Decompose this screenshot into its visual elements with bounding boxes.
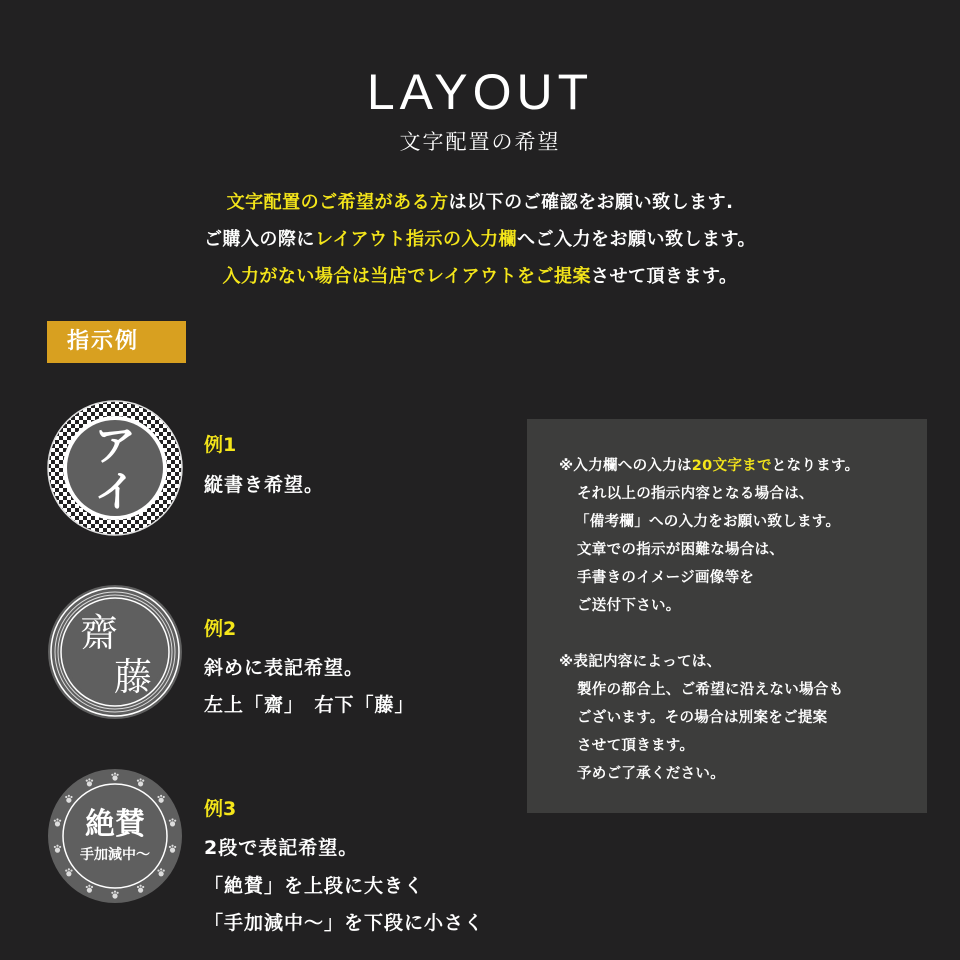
example-3-line-1: 2段で表記希望。 [204, 837, 359, 859]
intro-line-3-rest: させて頂きます。 [591, 266, 738, 287]
intro-line-1-rest: は以下のご確認をお願い致します. [448, 192, 734, 213]
note-1-line-1-start: ※入力欄への入力は [559, 458, 692, 474]
note-2-line-2: 製作の都合上、ご希望に沿えない場合も [577, 682, 844, 698]
page-title: LAYOUT [366, 64, 594, 120]
note-1-line-5: 手書きのイメージ画像等を [577, 570, 755, 586]
example-1-label: 例1 [204, 434, 237, 456]
intro-line-2-highlight: レイアウト指示の入力欄 [314, 229, 517, 250]
intro-line-2-start: ご購入の際に [203, 229, 315, 250]
example-2-char-1: 齋 [79, 611, 119, 655]
intro-line-2 [0, 221, 960, 258]
example-2-line-1: 斜めに表記希望。 [204, 657, 365, 679]
notes-box [527, 419, 927, 813]
note-1-line-1-rest: となります。 [771, 458, 860, 474]
note-1-line-3: 「備考欄」への入力をお願い致します。 [575, 514, 841, 530]
intro-line-1 [0, 184, 960, 221]
example-3-line-2: 「絶賛」を上段に大きく [204, 875, 425, 897]
page-subtitle: 文字配置の希望 [399, 130, 561, 154]
example-2-char-2: 藤 [113, 655, 153, 699]
intro-text [0, 184, 960, 295]
note-1-line-1 [559, 456, 859, 476]
example-3-main-text: 絶賛 [85, 807, 145, 842]
examples-badge: 指示例 [47, 321, 186, 363]
note-2-line-4: させて頂きます。 [577, 738, 695, 754]
example-3-line-3: 「手加減中～」を下段に小さく [204, 912, 485, 934]
example-1-char-2: イ [93, 467, 137, 516]
note-1-line-2: それ以上の指示内容となる場合は、 [577, 486, 814, 502]
intro-line-3-highlight: 入力がない場合は当店でレイアウトをご提案 [222, 266, 591, 287]
intro-line-2-rest: へご入力をお願い致します。 [517, 229, 757, 250]
example-1-line-1: 縦書き希望。 [204, 474, 325, 496]
note-2-line-1: ※表記内容によっては、 [559, 654, 722, 670]
note-2-line-5: 予めご了承ください。 [577, 766, 725, 782]
intro-line-1-highlight: 文字配置のご希望がある方 [226, 192, 449, 213]
example-3-label: 例3 [204, 798, 237, 820]
example-1-char-1: ア [93, 421, 137, 470]
example-1-circle [47, 400, 183, 536]
note-2-line-3: ございます。その場合は別案をご提案 [577, 710, 828, 726]
example-2-label: 例2 [204, 618, 237, 640]
note-1-line-6: ご送付下さい。 [577, 598, 681, 614]
note-1-line-1-highlight: 20文字まで [691, 458, 772, 474]
example-2-circle [47, 584, 183, 720]
note-1-line-4: 文章での指示が困難な場合は、 [577, 542, 785, 558]
intro-line-3 [0, 258, 960, 295]
example-2-line-2: 左上「齋」 右下「藤」 [204, 694, 415, 716]
example-3-circle [47, 768, 183, 904]
example-3-sub-text: 手加減中～ [80, 847, 150, 863]
